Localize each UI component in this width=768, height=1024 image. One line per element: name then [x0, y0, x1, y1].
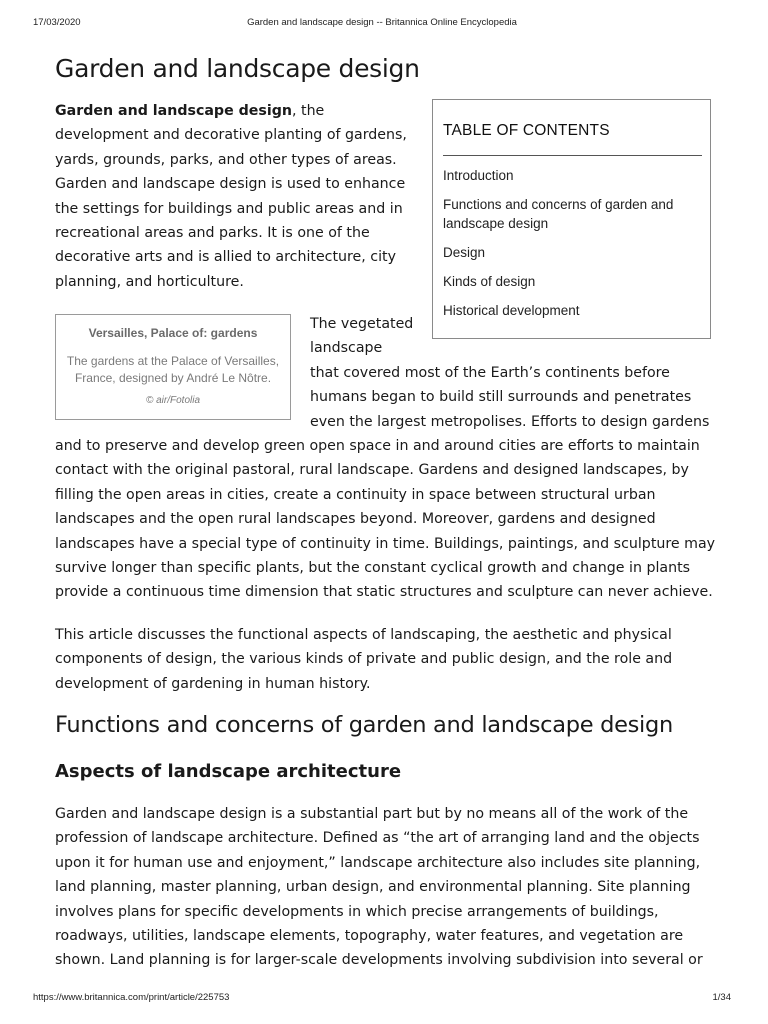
body-paragraph-scope: This article discusses the functional aspects of landscaping, the aesthetic and physical components of design, the various kinds of private and public design, and the role and development of gardening in human history. [55, 627, 673, 692]
print-date: 17/03/2020 [33, 17, 81, 28]
print-header [33, 17, 731, 31]
wrapped-text-continued: that covered most of the Earth’s continents before humans began to build still surrounds and penetrates even the largest metropolises. Efforts to design gardens [310, 365, 710, 430]
toc-item-kinds-of-design[interactable]: Kinds of design [443, 274, 536, 289]
print-footer [33, 992, 731, 1006]
page-number: 1/34 [712, 992, 731, 1003]
intro-bold-term: Garden and landscape design [55, 103, 292, 119]
section-heading: Functions and concerns of garden and landscape design [55, 712, 673, 738]
figure-caption: The gardens at the Palace of Versailles, France, designed by André Le Nôtre. [66, 354, 280, 385]
toc-title: TABLE OF CONTENTS [443, 122, 610, 139]
toc-list [443, 166, 698, 330]
table-of-contents [432, 99, 711, 339]
subsection-heading: Aspects of landscape architecture [55, 761, 402, 782]
figure-title: Versailles, Palace of: gardens [88, 326, 258, 340]
intro-text: , the development and decorative planting of gardens, yards, grounds, parks, and other types of areas. Garden and landscape design is used to enhance the settings for buildings and public areas and in recreational areas and parks. It is one of the decorative arts and is allied to architecture, city planning, and horticulture. [55, 103, 407, 290]
intro-paragraph [55, 99, 415, 294]
image-figure[interactable] [55, 314, 291, 420]
wrapped-text-start: The vegetated landscape [310, 316, 414, 357]
toc-item-introduction[interactable]: Introduction [443, 168, 514, 183]
toc-item-functions[interactable]: Functions and concerns of garden and landscape design [443, 197, 674, 231]
print-url: https://www.britannica.com/print/article/225753 [33, 992, 230, 1003]
article-title: Garden and landscape design [55, 54, 420, 83]
toc-item-design[interactable]: Design [443, 245, 486, 260]
body-paragraph-landscape-architecture: Garden and landscape design is a substantial part but by no means all of the work of the profession of landscape architecture. Defined as “the art of arranging land and the objects upon it for human use and enjoyment,” landscape architecture also includes site planning, land planning, master planning, urban design, and environmental planning. Site planning involves plans for specific developments in which precise arrangements of buildings, roadways, utilities, landscape elements, topography, water features, and vegetation are shown. Land planning is for larger-scale developments involving subdivision into several or [55, 806, 703, 969]
toc-divider [443, 155, 702, 156]
toc-item-historical-development[interactable]: Historical development [443, 303, 580, 318]
figure-credit: © air/Fotolia [145, 395, 201, 406]
body-paragraph-continued: and to preserve and develop green open space in and around cities are efforts to maintain contact with the original pastoral, rural landscape. Gardens and designed landscapes, by filling the open areas in cities, create a continuity in space between structural urban landscapes and the open rural landscapes beyond. Moreover, gardens and designed landscapes have a special type of continuity in time. Buildings, paintings, and sculpture may survive longer than specific plants, but the constant cyclical growth and change in plants provide a continuous time dimension that static structures and sculpture can never achieve. [55, 438, 716, 601]
print-document-title: Garden and landscape design -- Britannica Online Encyclopedia [247, 17, 517, 28]
